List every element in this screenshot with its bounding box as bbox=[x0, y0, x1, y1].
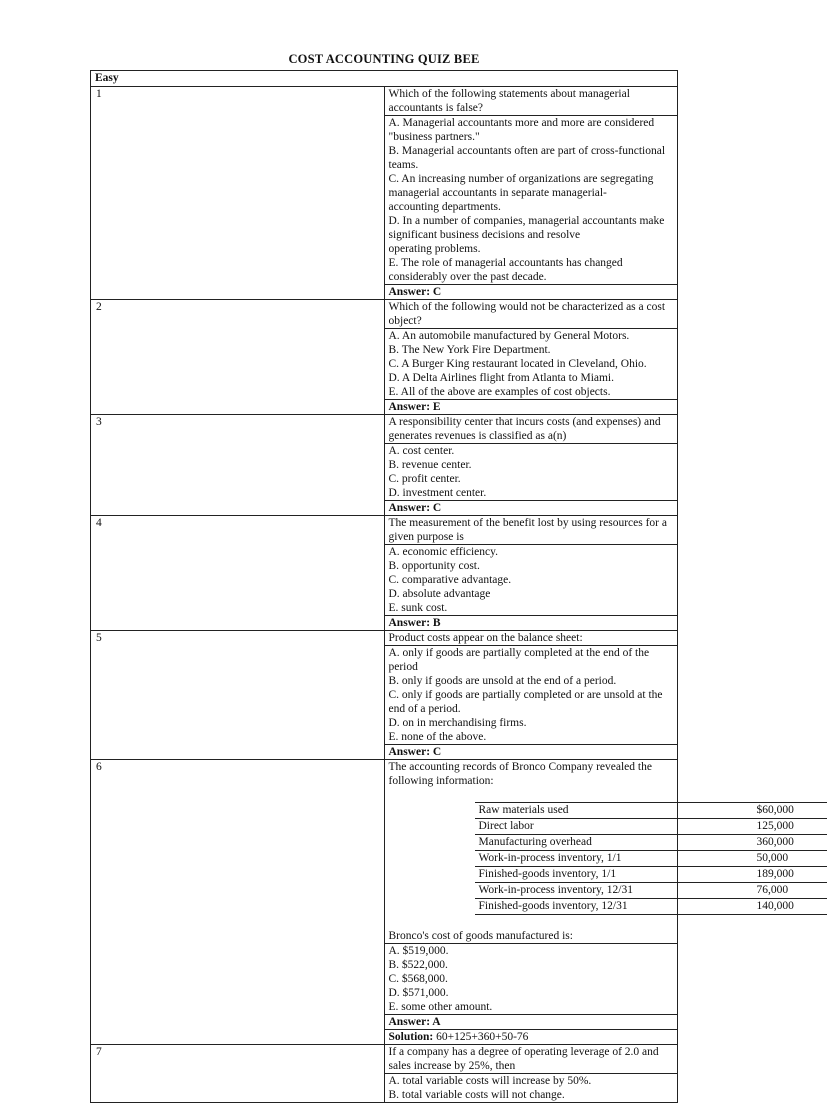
choice-item: D. investment center. bbox=[388, 487, 487, 499]
choice-item: E. some other amount. bbox=[388, 1001, 493, 1013]
choices-list bbox=[384, 1074, 678, 1103]
choice-item: C. An increasing number of organizations are segregating managerial accountants in separate managerial- bbox=[388, 173, 654, 199]
question-text: The measurement of the benefit lost by using resources for a given purpose is bbox=[384, 516, 678, 545]
quiz-table-body bbox=[91, 71, 794, 1103]
question-row bbox=[91, 415, 678, 444]
choice-item: C. only if goods are partially completed or are unsold at the end of a period. bbox=[388, 689, 663, 715]
financial-row bbox=[475, 819, 827, 835]
choice-item: B. opportunity cost. bbox=[388, 560, 480, 572]
choice-item: C. profit center. bbox=[388, 473, 461, 485]
document-title: COST ACCOUNTING QUIZ BEE bbox=[288, 52, 480, 66]
question-number: 4 bbox=[91, 516, 385, 631]
financial-value: 189,000 bbox=[753, 867, 827, 883]
question-text: Product costs appear on the balance sheet: bbox=[384, 631, 678, 646]
choice-item: C. A Burger King restaurant located in Cleveland, Ohio. bbox=[388, 358, 647, 370]
answer-text: Answer: C bbox=[384, 745, 678, 760]
choice-item: E. none of the above. bbox=[388, 731, 487, 743]
question-number: 1 bbox=[91, 87, 385, 300]
financial-row bbox=[475, 899, 827, 915]
solution-label: Solution: bbox=[388, 1031, 434, 1043]
choice-item: E. The role of managerial accountants has changed considerably over the past decade. bbox=[388, 257, 623, 283]
choice-item: operating problems. bbox=[388, 243, 481, 255]
choice-item: B. only if goods are unsold at the end of a period. bbox=[388, 675, 617, 687]
question-row bbox=[91, 760, 678, 944]
financial-row bbox=[475, 835, 827, 851]
financial-value: 76,000 bbox=[753, 883, 827, 899]
financial-label: Work-in-process inventory, 12/31 bbox=[475, 883, 753, 899]
choice-item: C. comparative advantage. bbox=[388, 574, 512, 586]
choices-list bbox=[384, 329, 678, 400]
question-number: 6 bbox=[91, 760, 385, 1045]
financial-row bbox=[475, 883, 827, 899]
answer-text: Answer: C bbox=[384, 285, 678, 300]
financial-label: Manufacturing overhead bbox=[475, 835, 753, 851]
financial-value: 125,000 bbox=[753, 819, 827, 835]
question-number: 2 bbox=[91, 300, 385, 415]
choice-item: B. total variable costs will not change. bbox=[388, 1089, 565, 1101]
question-text: A responsibility center that incurs costs (and expenses) and generates revenues is classified as a(n) bbox=[384, 415, 678, 444]
choice-item: C. $568,000. bbox=[388, 973, 448, 985]
choice-item: accounting departments. bbox=[388, 201, 501, 213]
choice-item: A. economic efficiency. bbox=[388, 546, 499, 558]
choices-list bbox=[384, 116, 678, 285]
financial-row bbox=[475, 867, 827, 883]
choice-item: A. total variable costs will increase by 50%. bbox=[388, 1075, 592, 1087]
solution-text: 60+125+360+50-76 bbox=[433, 1031, 529, 1043]
answer-text: Answer: A bbox=[384, 1015, 678, 1030]
question-text: If a company has a degree of operating leverage of 2.0 and sales increase by 25%, then bbox=[384, 1045, 678, 1074]
financial-label: Work-in-process inventory, 1/1 bbox=[475, 851, 753, 867]
section-row bbox=[91, 71, 678, 87]
question-text: Bronco's cost of goods manufactured is: bbox=[388, 930, 573, 942]
choice-item: D. $571,000. bbox=[388, 987, 449, 999]
choice-item: D. absolute advantage bbox=[388, 588, 491, 600]
financial-value: 360,000 bbox=[753, 835, 827, 851]
quiz-table bbox=[90, 70, 794, 1103]
question-row bbox=[91, 300, 678, 329]
choice-item: A. Managerial accountants more and more are considered "business partners." bbox=[388, 117, 655, 143]
choice-item: E. sunk cost. bbox=[388, 602, 448, 614]
financial-value: $60,000 bbox=[753, 803, 827, 819]
answer-text: Answer: E bbox=[384, 400, 678, 415]
question-row bbox=[91, 516, 678, 545]
choice-item: B. revenue center. bbox=[388, 459, 472, 471]
financial-row bbox=[475, 803, 827, 819]
choices-list bbox=[384, 444, 678, 501]
financial-value: 50,000 bbox=[753, 851, 827, 867]
question-body bbox=[384, 760, 794, 944]
solution-cell bbox=[384, 1030, 678, 1045]
choice-item: A. An automobile manufactured by General Motors. bbox=[388, 330, 630, 342]
financial-value: 140,000 bbox=[753, 899, 827, 915]
choice-item: A. only if goods are partially completed at the end of the period bbox=[388, 647, 650, 673]
choices-list bbox=[384, 646, 678, 745]
financial-label: Finished-goods inventory, 12/31 bbox=[475, 899, 753, 915]
choice-item: D. A Delta Airlines flight from Atlanta to Miami. bbox=[388, 372, 615, 384]
choice-item: B. $522,000. bbox=[388, 959, 448, 971]
question-row bbox=[91, 631, 678, 646]
question-row bbox=[91, 1045, 678, 1074]
question-row bbox=[91, 87, 678, 116]
choices-list bbox=[384, 944, 678, 1015]
question-text: Which of the following statements about managerial accountants is false? bbox=[384, 87, 678, 116]
choice-item: D. In a number of companies, managerial accountants make significant business decisions and resolve bbox=[388, 215, 665, 241]
question-intro: The accounting records of Bronco Company revealed the following information: bbox=[388, 761, 652, 787]
financial-label: Raw materials used bbox=[475, 803, 753, 819]
question-number: 3 bbox=[91, 415, 385, 516]
question-number: 7 bbox=[91, 1045, 385, 1103]
section-label: Easy bbox=[91, 71, 678, 87]
question-text: Which of the following would not be characterized as a cost object? bbox=[384, 300, 678, 329]
question-number: 5 bbox=[91, 631, 385, 760]
answer-text: Answer: C bbox=[384, 501, 678, 516]
choice-item: E. All of the above are examples of cost objects. bbox=[388, 386, 611, 398]
choice-item: B. Managerial accountants often are part of cross-functional teams. bbox=[388, 145, 666, 171]
financial-row bbox=[475, 851, 827, 867]
financial-data-table bbox=[475, 802, 827, 915]
choice-item: D. on in merchandising firms. bbox=[388, 717, 527, 729]
answer-text: Answer: B bbox=[384, 616, 678, 631]
choices-list bbox=[384, 545, 678, 616]
choice-item: A. cost center. bbox=[388, 445, 455, 457]
financial-label: Direct labor bbox=[475, 819, 753, 835]
choice-item: B. The New York Fire Department. bbox=[388, 344, 551, 356]
financial-label: Finished-goods inventory, 1/1 bbox=[475, 867, 753, 883]
choice-item: A. $519,000. bbox=[388, 945, 449, 957]
